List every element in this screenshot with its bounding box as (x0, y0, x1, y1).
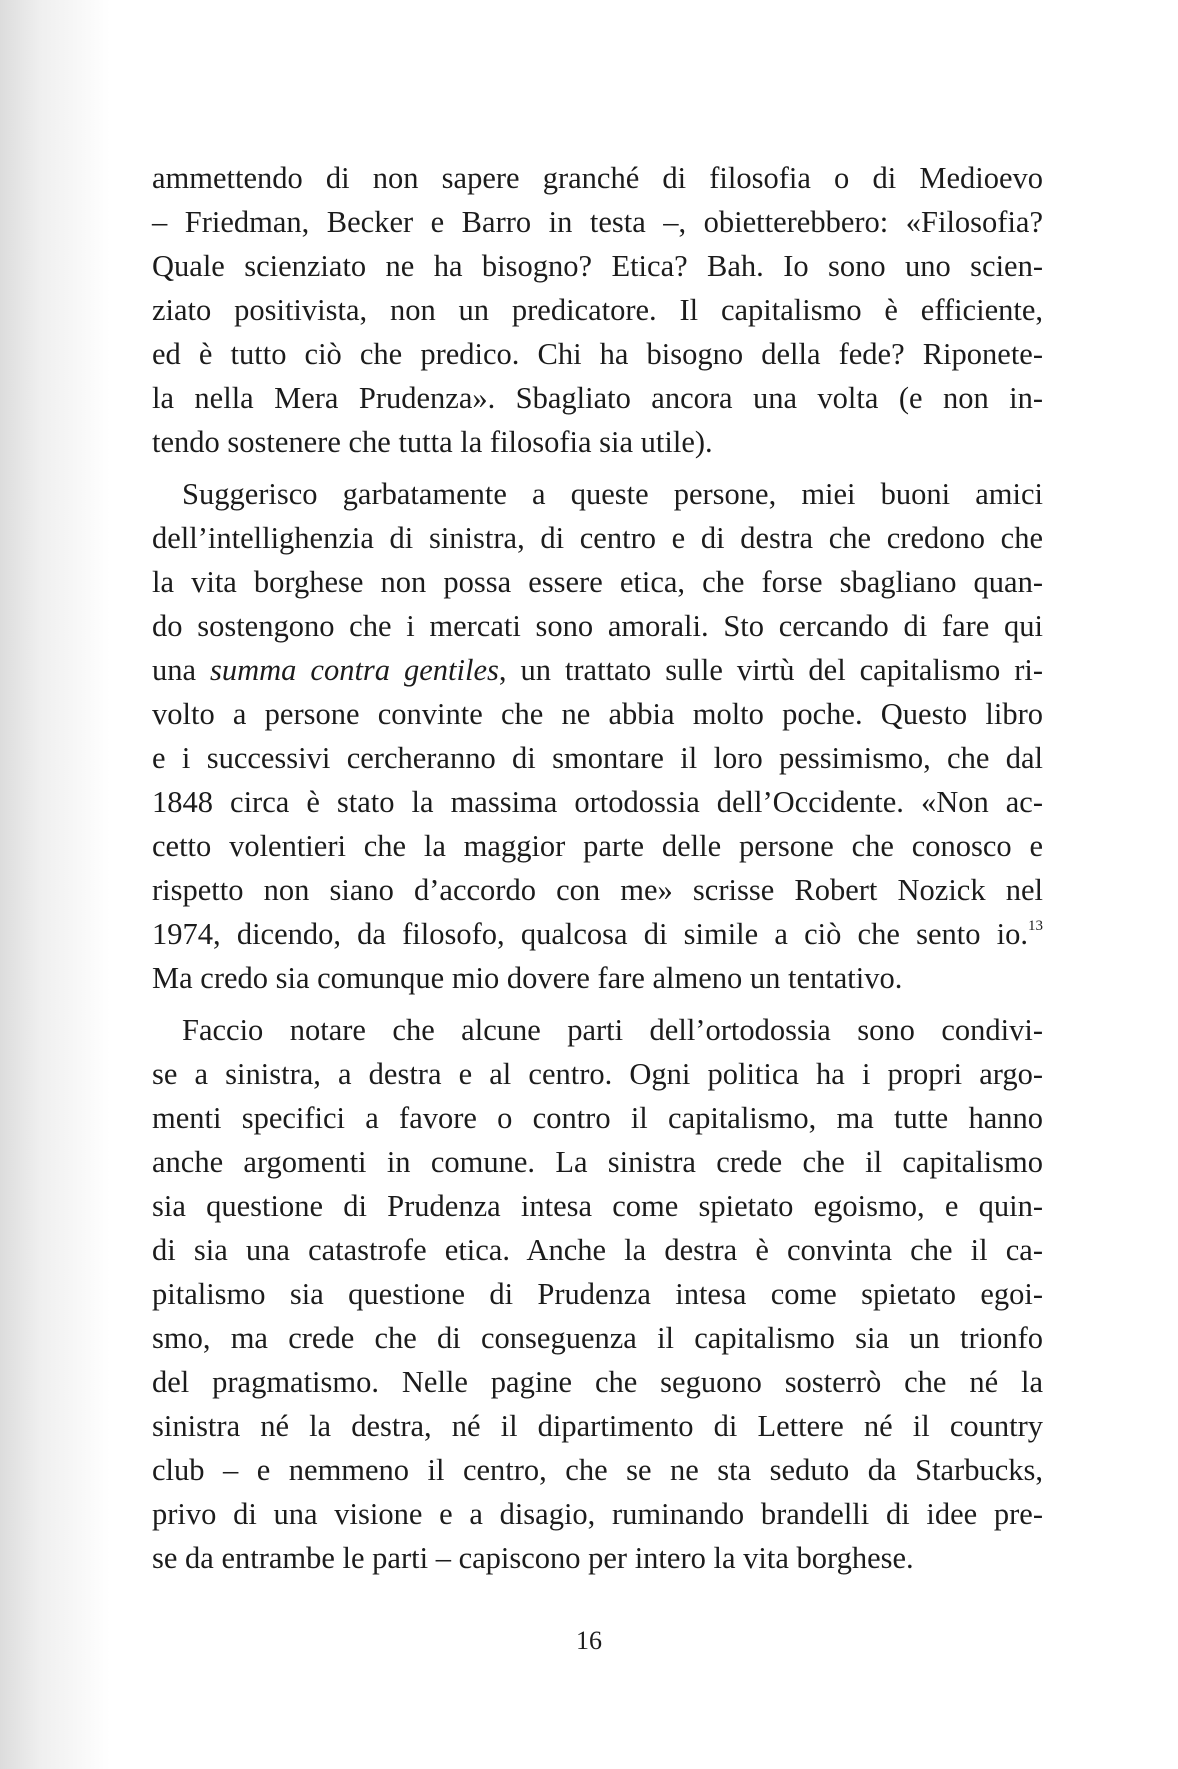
text-line: cetto volentieri che la maggior parte delle persone che conosco e (152, 829, 1043, 863)
text-line: privo di una visione e a disagio, ruminando brandelli di idee pre- (152, 1497, 1043, 1531)
text-line: 1848 circa è stato la massima ortodossia dell’Occidente. «Non ac- (152, 785, 1043, 819)
text-line: rispetto non siano d’accordo con me» scrisse Robert Nozick nel (152, 873, 1043, 907)
paragraph (152, 472, 1043, 1000)
text-line: do sostengono che i mercati sono amorali. Sto cercando di fare qui (152, 609, 1043, 643)
text-line: club – e nemmeno il centro, che se ne sta seduto da Starbucks, (152, 1453, 1043, 1487)
text-line: di sia una catastrofe etica. Anche la destra è convinta che il ca- (152, 1233, 1043, 1267)
paragraph-gap (152, 1000, 1043, 1008)
text-line: dell’intellighenzia di sinistra, di centro e di destra che credono che (152, 521, 1043, 555)
text-line: del pragmatismo. Nelle pagine che seguono sosterrò che né la (152, 1365, 1043, 1399)
text-line: tendo sostenere che tutta la filosofia sia utile). (152, 425, 713, 459)
paragraph (152, 156, 1043, 464)
text-line: Faccio notare che alcune parti dell’ortodossia sono condivi- (182, 1013, 1043, 1047)
text-line: – Friedman, Becker e Barro in testa –, obietterebbero: «Filosofia? (152, 205, 1043, 239)
text-line: e i successivi cercheranno di smontare il loro pessimismo, che dal (152, 741, 1043, 775)
text-line: Suggerisco garbatamente a queste persone, miei buoni amici (182, 477, 1043, 511)
paragraph (152, 1008, 1043, 1580)
text-line: sia questione di Prudenza intesa come spietato egoismo, e quin- (152, 1189, 1043, 1223)
text-line: volto a persone convinte che ne abbia molto poche. Questo libro (152, 697, 1043, 731)
italic-title: summa contra gentiles (210, 653, 499, 687)
text-line: pitalismo sia questione di Prudenza intesa come spietato egoi- (152, 1277, 1043, 1311)
text-line: la nella Mera Prudenza». Sbagliato ancora una volta (e non in- (152, 381, 1043, 415)
text-line: una summa contra gentiles, un trattato sulle virtù del capitalismo ri- (152, 653, 1043, 687)
text-line: la vita borghese non possa essere etica, che forse sbagliano quan- (152, 565, 1043, 599)
text-line: smo, ma crede che di conseguenza il capitalismo sia un trionfo (152, 1321, 1043, 1355)
text-line: ziato positivista, non un predicatore. Il capitalismo è efficiente, (152, 293, 1043, 327)
text-line: Ma credo sia comunque mio dovere fare almeno un tentativo. (152, 961, 903, 995)
text-line: anche argomenti in comune. La sinistra crede che il capitalismo (152, 1145, 1043, 1179)
text-line: sinistra né la destra, né il dipartimento di Lettere né il country (152, 1409, 1043, 1443)
text-line: ammettendo di non sapere granché di filosofia o di Medioevo (152, 161, 1043, 195)
paragraph-gap (152, 464, 1043, 472)
body-text (152, 156, 1043, 1580)
text-line: se da entrambe le parti – capiscono per intero la vita borghese. (152, 1541, 914, 1575)
text-line: Quale scienziato ne ha bisogno? Etica? Bah. Io sono uno scien- (152, 249, 1043, 283)
text-line: menti specifici a favore o contro il capitalismo, ma tutte hanno (152, 1101, 1043, 1135)
page-number: 16 (576, 1626, 602, 1655)
footnote-marker[interactable]: 13 (1028, 918, 1043, 934)
text-line: 1974, dicendo, da filosofo, qualcosa di simile a ciò che sento io.$^{13}$ (152, 917, 1043, 951)
text-line: ed è tutto ciò che predico. Chi ha bisogno della fede? Riponete- (152, 337, 1043, 371)
text-line: se a sinistra, a destra e al centro. Ogni politica ha i propri argo- (152, 1057, 1043, 1091)
